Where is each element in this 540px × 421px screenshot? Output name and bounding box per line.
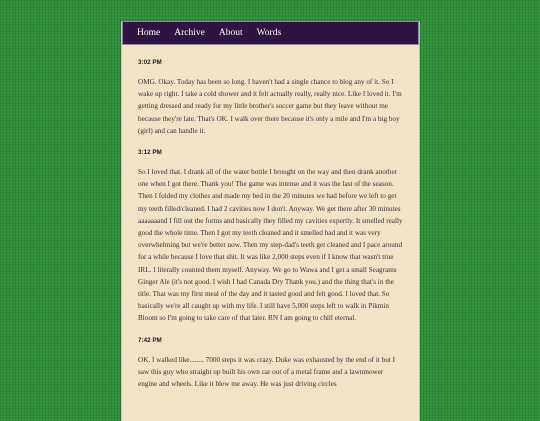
blog-page bbox=[121, 21, 420, 421]
entry-timestamp: 3:12 PM bbox=[138, 149, 162, 157]
entry bbox=[138, 337, 403, 391]
entry-timestamp: 7:42 PM bbox=[138, 336, 162, 344]
nav-home-link[interactable]: Home bbox=[137, 28, 161, 38]
nav-about-link[interactable]: About bbox=[218, 28, 243, 38]
entry-text: So I loved that. I drank all of the water bottle I brought on the way and then drank another one when I got there. Thank you! The game was intense and it was the last of the season. Then I folded my clothes and made my bed in the 20 minutes we had before we left to get my teeth filled/cleaned. I had 2 cavities now I don't. Anyway. We get there after 30 minutes aaaaaaand I fill out the forms and basically they filled my cavities expertly. It smelled really good the whole time. Then I got my teeth cleaned and it smelled bad and it was very overwhelming but we're better now. Then my step-dad's teeth get cleaned and I pace around for a while because I love that shit. It was like 2,000 steps even if I know that wasn't true IRL. I literally counted them myself. Anyway. We go to Wawa and I get a small Seagrams Ginger Ale (it's not good. I wish I had Canada Dry Thank you.) and the thing that's in the title. That was my first meal of the day and it tasted good and felt good. I loved that. So basically we're all caught up with my life. I still have 5,000 steps left to walk in Pikmin Bloom so I'm going to take care of that later. RN I am going to chill eternal. bbox=[138, 168, 403, 323]
nav-archive-link[interactable]: Archive bbox=[174, 28, 205, 38]
nav-words-link[interactable]: Words bbox=[256, 28, 282, 38]
entry-text: OK. I walked like........ 7000 steps it was crazy. Duke was exhausted by the end of it but I saw this guy who straight up built his own car out of a metal frame and a lawnmower engine and wheels. Like it blew me away. He was just driving circles bbox=[138, 355, 396, 389]
entry bbox=[138, 149, 403, 325]
entry bbox=[138, 59, 403, 137]
entry-text: OMG. Okay. Today has been so long. I haven't had a single chance to blog any of it. So I wake up right. I take a cold shower and it felt actually really, really nice. Like I loved it. I'm getting dressed and ready for my little brother's soccer game but they leave without me because they're late. That's OK. I walk over there because it's only a mile and I'm a big boy (girl) and can handle it. bbox=[138, 78, 402, 135]
entry-timestamp: 3:02 PM bbox=[138, 59, 162, 66]
top-nav bbox=[122, 21, 419, 45]
post-content bbox=[122, 45, 419, 390]
